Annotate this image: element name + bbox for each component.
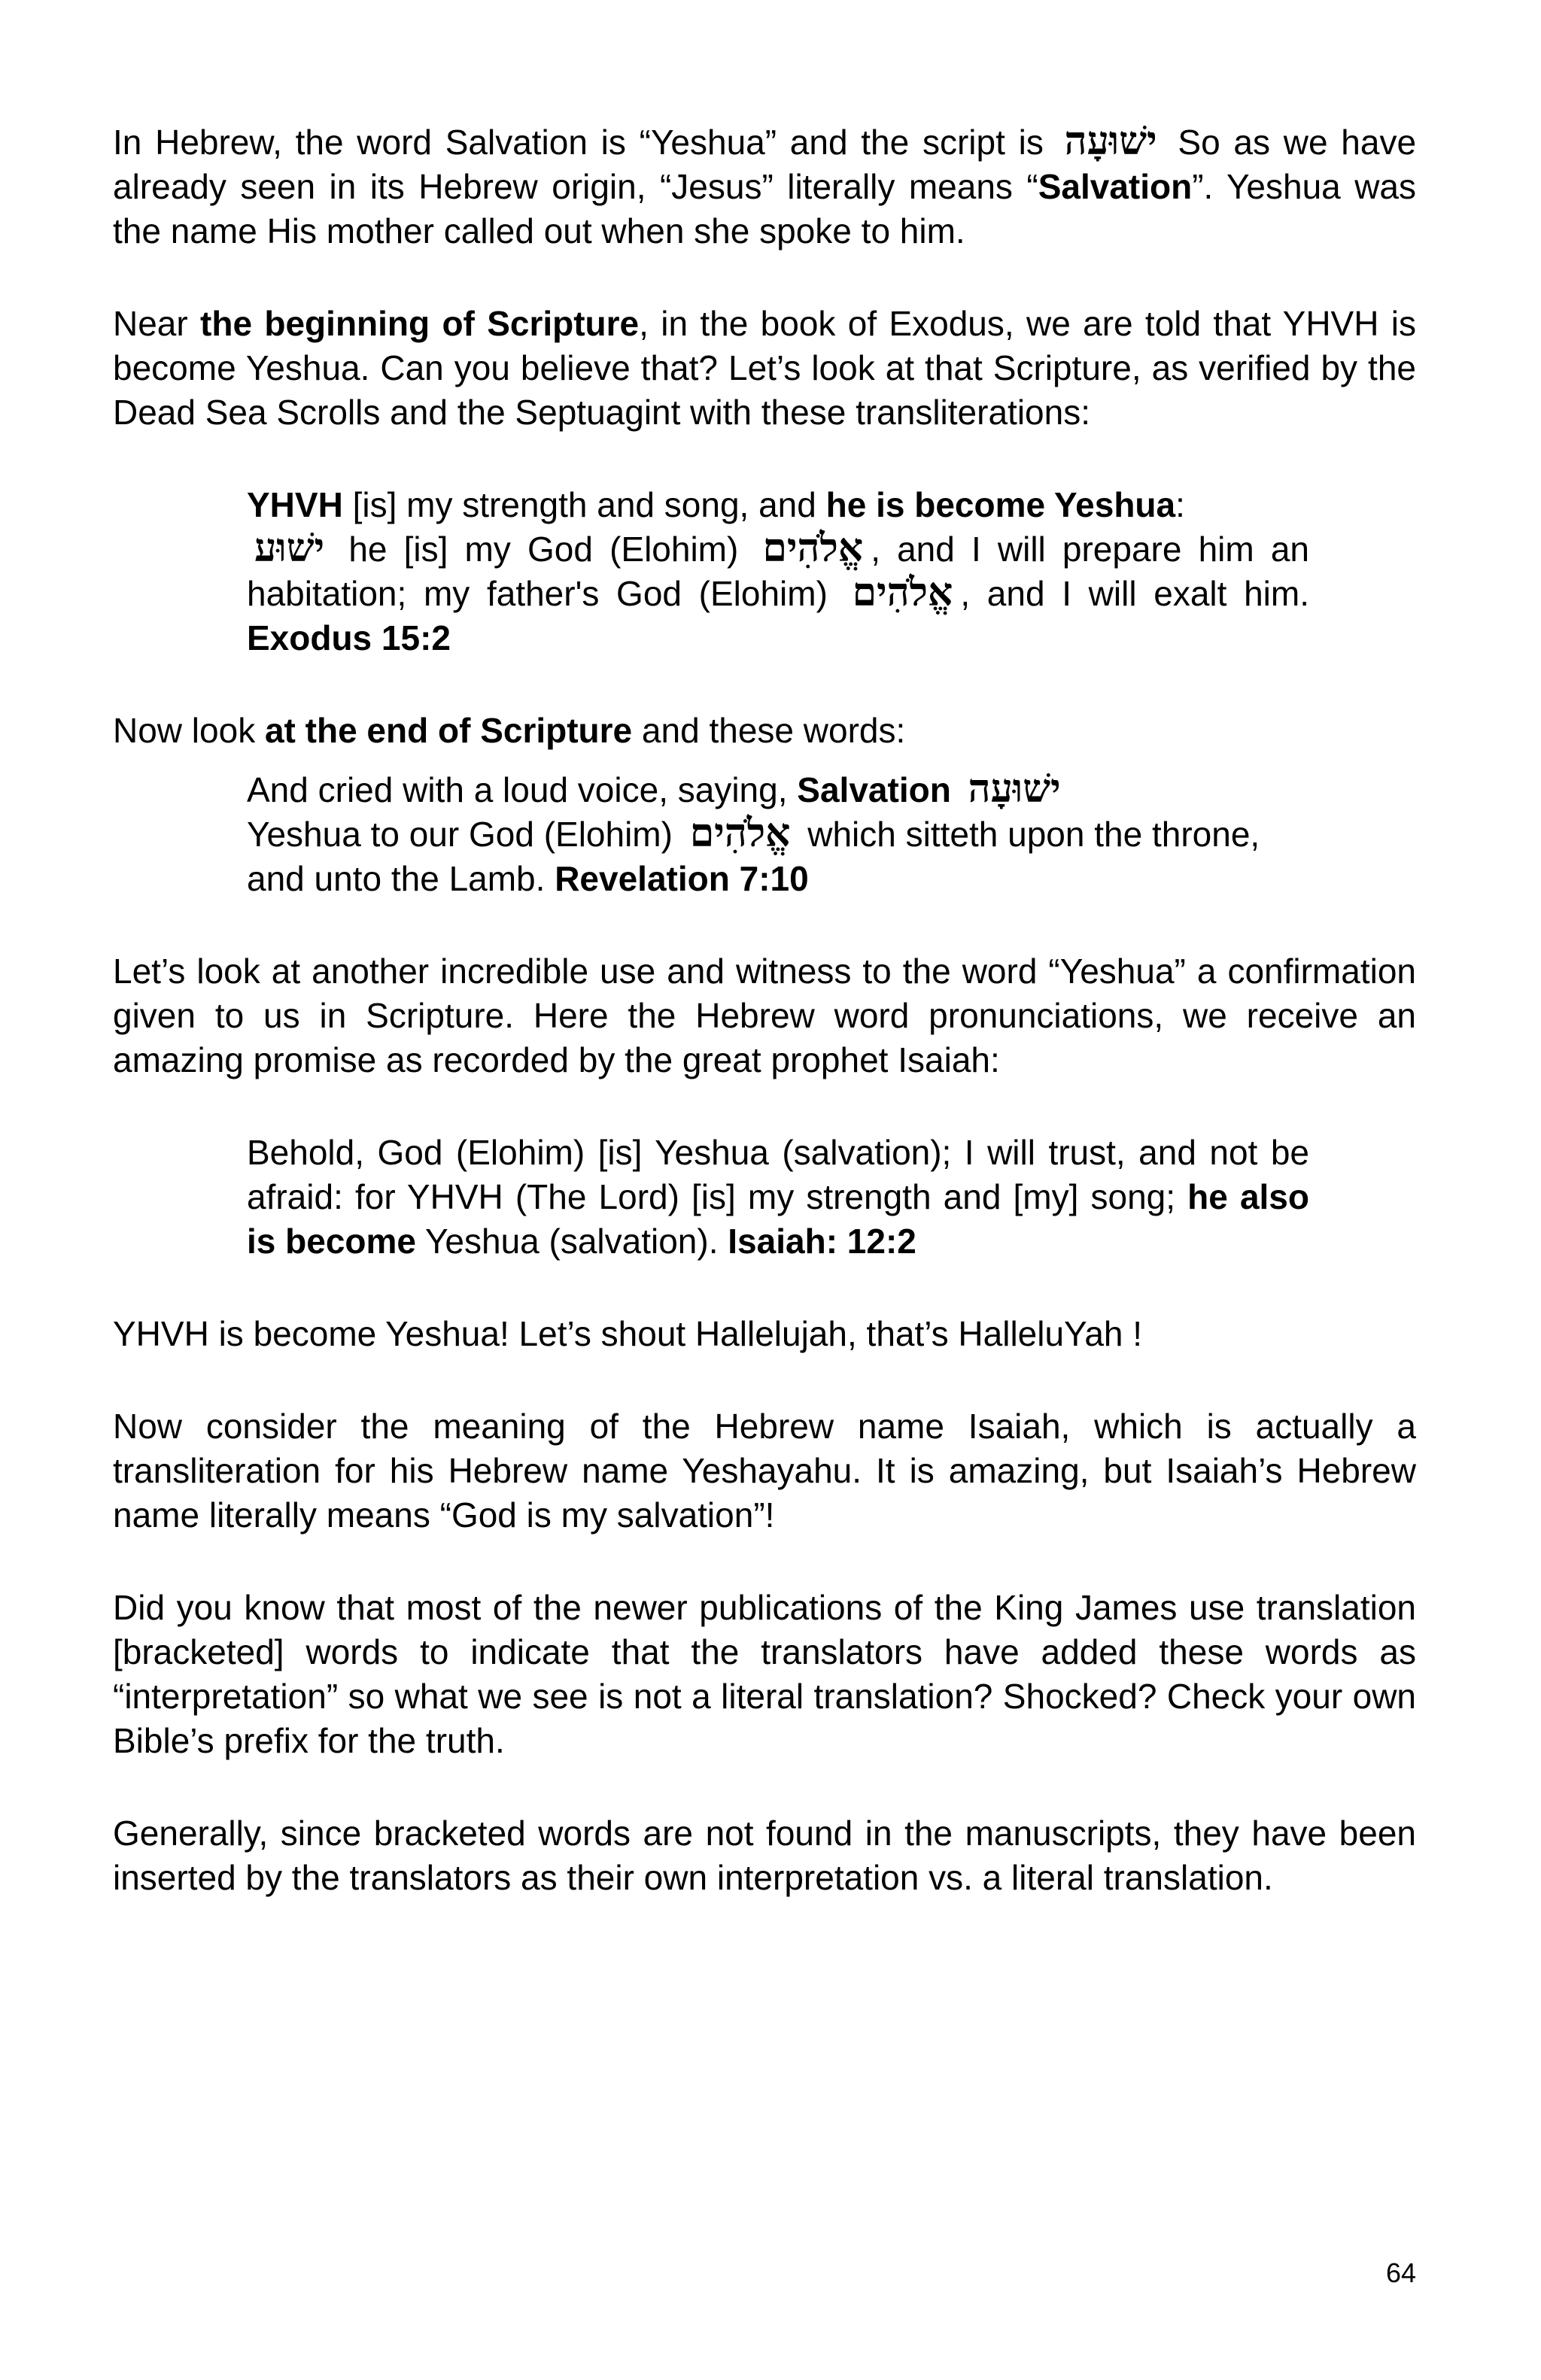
emphasis-salvation: Salvation	[797, 770, 951, 809]
text: , and I will prepare him an habitation; my father's God (Elohim)	[247, 530, 1310, 613]
text: Near	[113, 304, 201, 343]
text: Yeshua (salvation).	[416, 1222, 728, 1261]
text: Behold, God (Elohim) [is] Yeshua (salvation); I will trust, and not be afraid: for YHVH (The Lord) [is] my strength and [my] song;	[247, 1133, 1309, 1216]
text: he [is] my God (Elohim)	[348, 530, 739, 569]
text: Yeshua to our God (Elohim)	[247, 815, 673, 854]
emphasis-become-yeshua: he is become Yeshua	[825, 485, 1176, 524]
text: :	[1175, 485, 1185, 524]
hebrew-yeshua-script: ישׁוּעָה	[1064, 118, 1157, 164]
paragraph-bracketed-words: Did you know that most of the newer publications of the King James use translation [bracketed] words to indicate that the translators have added these words as “interpretation” so what we see is not a literal translation? Shocked? Check your own Bible’s prefix for the truth.	[113, 1588, 1416, 1760]
text: So as we have already seen in its Hebrew origin, “Jesus” literally means “	[113, 123, 1417, 206]
scripture-reference: Exodus 15:2	[247, 618, 451, 657]
quote-exodus-15-2	[247, 483, 1309, 660]
hebrew-yeshua-script: ישׁוּע	[254, 525, 325, 571]
quote-revelation-7-10	[247, 768, 1309, 901]
paragraph-end-of-scripture	[113, 709, 1416, 753]
paragraph-isaiah-name: Now consider the meaning of the Hebrew name Isaiah, which is actually a transliteration for his Hebrew name Yeshayahu. It is amazing, but Isaiah’s Hebrew name literally means “God is my salvation”!	[113, 1407, 1416, 1535]
text: which sitteth upon the throne, and unto the Lamb.	[247, 815, 1260, 898]
page-number: 64	[1385, 2257, 1416, 2288]
text: , in the book of Exodus, we are told that YHVH is become Yeshua. Can you believe that? Let’s look at that Scripture, as verified by the Dead Sea Scrolls and the Septuagint with these transliterations:	[113, 304, 1416, 432]
text: and these words:	[632, 711, 906, 750]
paragraph-salvation-yeshua	[113, 120, 1416, 253]
scripture-reference: Revelation 7:10	[555, 859, 809, 898]
text: Now look	[113, 711, 265, 750]
hebrew-elohim-script: אֱלֹהִים	[689, 810, 791, 856]
page-body	[113, 120, 1416, 1900]
paragraph-another-witness: Let’s look at another incredible use and witness to the word “Yeshua” a confirmation given to us in Scripture. Here the Hebrew word pronunciations, we receive an amazing promise as recorded by the great prophet Isaiah:	[113, 952, 1416, 1079]
emphasis-end: at the end of Scripture	[264, 711, 633, 750]
emphasis-salvation: Salvation	[1038, 167, 1193, 206]
text: ”. Yeshua was the name His mother called out when she spoke to him.	[113, 167, 1417, 250]
quote-isaiah-12-2	[247, 1131, 1309, 1264]
emphasis-also-become: he also is become	[247, 1177, 1309, 1261]
hebrew-elohim-script: אֱלֹהִים	[762, 525, 864, 571]
hebrew-elohim-script: אֱלֹהִים	[852, 569, 953, 615]
paragraph-translators-interpretation: Generally, since bracketed words are not found in the manuscripts, they have been inserted by the translators as their own interpretation vs. a literal translation.	[113, 1814, 1416, 1897]
text: In Hebrew, the word Salvation is “Yeshua” and the script is	[113, 123, 1044, 162]
text: And cried with a loud voice, saying,	[247, 770, 798, 809]
paragraph-beginning-of-scripture	[113, 302, 1416, 435]
text: , and I will exalt him.	[960, 574, 1309, 613]
paragraph-hallelujah: YHVH is become Yeshua! Let’s shout Hallelujah, that’s HalleluYah !	[113, 1314, 1143, 1353]
emphasis-yhvh: YHVH	[247, 485, 343, 524]
scripture-reference: Isaiah: 12:2	[728, 1222, 916, 1261]
text: [is] my strength and song, and	[342, 485, 826, 524]
emphasis-beginning: the beginning of Scripture	[200, 304, 640, 343]
hebrew-yeshua-script: ישׁוּעָה	[968, 766, 1061, 812]
